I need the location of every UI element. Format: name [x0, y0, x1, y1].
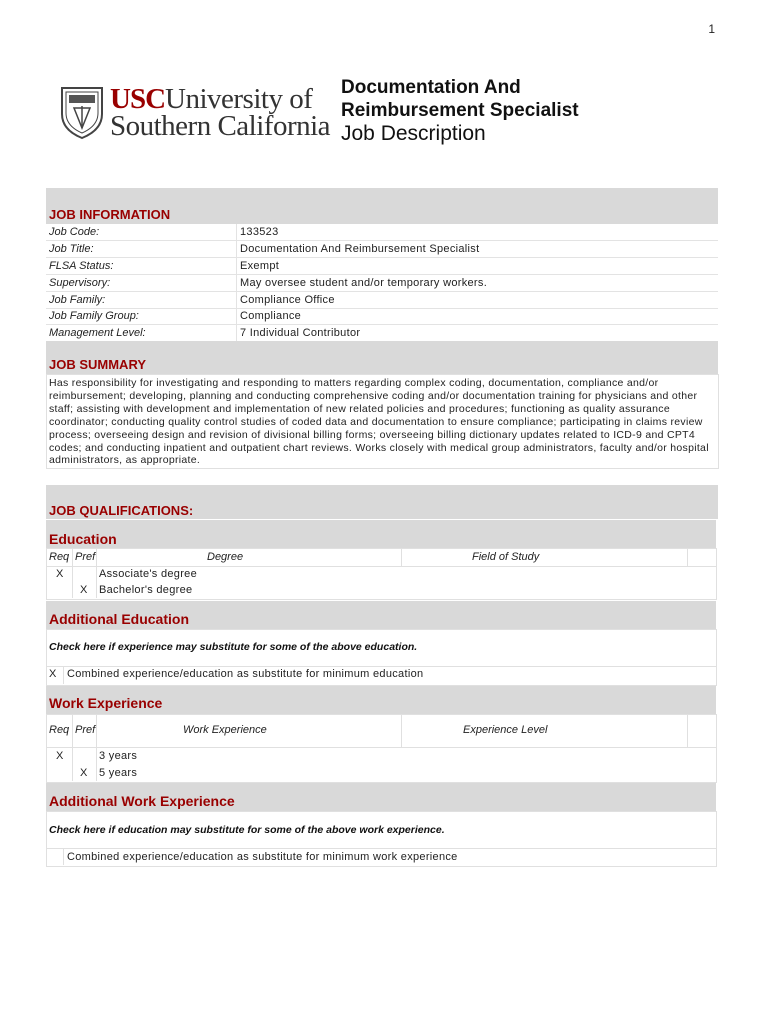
work-req-mark: X — [56, 750, 64, 762]
info-label: Job Family Group: — [49, 310, 139, 322]
info-row — [46, 308, 718, 325]
info-value: 133523 — [240, 226, 279, 238]
info-row — [46, 292, 718, 309]
job-information-heading: JOB INFORMATION — [49, 207, 171, 222]
additional-education-text: Combined experience/education as substitute for minimum education — [67, 668, 424, 680]
title-line1: Documentation And — [341, 77, 521, 98]
work-col-level: Experience Level — [463, 724, 548, 736]
additional-work-text: Combined experience/education as substitute for minimum work experience — [67, 851, 458, 863]
additional-education-note: Check here if experience may substitute for some of the above education. — [49, 641, 418, 653]
education-req-mark: X — [56, 568, 64, 580]
logo-university: University of — [165, 83, 313, 115]
additional-work-note: Check here if education may substitute for some of the above work experience. — [49, 824, 445, 836]
usc-seal-icon — [58, 84, 106, 140]
info-row — [46, 325, 718, 342]
job-title-heading — [341, 76, 579, 122]
work-col-req: Req — [49, 724, 70, 736]
info-label: Job Family: — [49, 294, 106, 306]
education-col-field: Field of Study — [472, 551, 540, 563]
work-experience-value: 5 years — [99, 767, 138, 779]
info-row — [46, 241, 718, 258]
logo-usc: USC — [110, 83, 166, 115]
info-label: Management Level: — [49, 327, 146, 339]
work-experience-heading: Work Experience — [49, 695, 163, 711]
education-degree: Bachelor's degree — [99, 584, 193, 596]
work-col-experience: Work Experience — [183, 724, 267, 736]
job-summary-text: Has responsibility for investigating and responding to matters regarding complex coding, documentation, compliance and/or reimbursement; developing, planning and conducting comprehensive coding and/or documentation training for physicians and other staff; assisting with development and implementation of new related policies and procedures; functioning as quality assurance coordinator; conducting quality control studies of coded data and documentation to ensure compliance; participating in claims review process; overseeing design and revision of divisional billing forms; overseeing billing dictionary updates related to ICD-9 and CPT4 codes; and conducting inpatient and outpatient chart reviews. Works closely with medical group administrators, faculty and/or hospital administrators, as appropriate. — [49, 377, 709, 467]
info-label: Supervisory: — [49, 277, 111, 289]
education-pref-mark: X — [80, 584, 88, 596]
info-value: Exempt — [240, 260, 280, 272]
job-summary-heading: JOB SUMMARY — [49, 357, 147, 372]
info-value: Documentation And Reimbursement Specialist — [240, 243, 480, 255]
work-experience-table — [46, 714, 717, 783]
info-value: Compliance Office — [240, 294, 335, 306]
additional-education-heading: Additional Education — [49, 611, 189, 627]
job-summary-band — [46, 341, 718, 375]
info-value: Compliance — [240, 310, 302, 322]
info-row — [46, 275, 718, 292]
education-col-req: Req — [49, 551, 70, 563]
work-col-pref: Pref — [75, 724, 96, 736]
info-row — [46, 258, 718, 275]
info-value: 7 Individual Contributor — [240, 327, 361, 339]
education-col-degree: Degree — [207, 551, 244, 563]
usc-logo — [58, 83, 331, 142]
work-experience-value: 3 years — [99, 750, 138, 762]
info-value: May oversee student and/or temporary workers. — [240, 277, 488, 289]
additional-education-check: X — [49, 668, 57, 680]
page-number: 1 — [708, 22, 715, 36]
education-degree: Associate's degree — [99, 568, 197, 580]
education-band — [46, 520, 716, 548]
info-label: Job Code: — [49, 226, 100, 238]
qualifications-heading: JOB QUALIFICATIONS: — [49, 503, 194, 518]
info-label: Job Title: — [49, 243, 94, 255]
info-label: FLSA Status: — [49, 260, 114, 272]
education-col-pref: Pref — [75, 551, 96, 563]
info-row — [46, 224, 718, 241]
work-pref-mark: X — [80, 767, 88, 779]
title-line2: Reimbursement Specialist — [341, 100, 579, 121]
education-heading: Education — [49, 531, 117, 547]
additional-work-heading: Additional Work Experience — [49, 793, 235, 809]
job-description-subtitle: Job Description — [341, 122, 486, 145]
logo-line2: Southern California — [110, 110, 331, 142]
